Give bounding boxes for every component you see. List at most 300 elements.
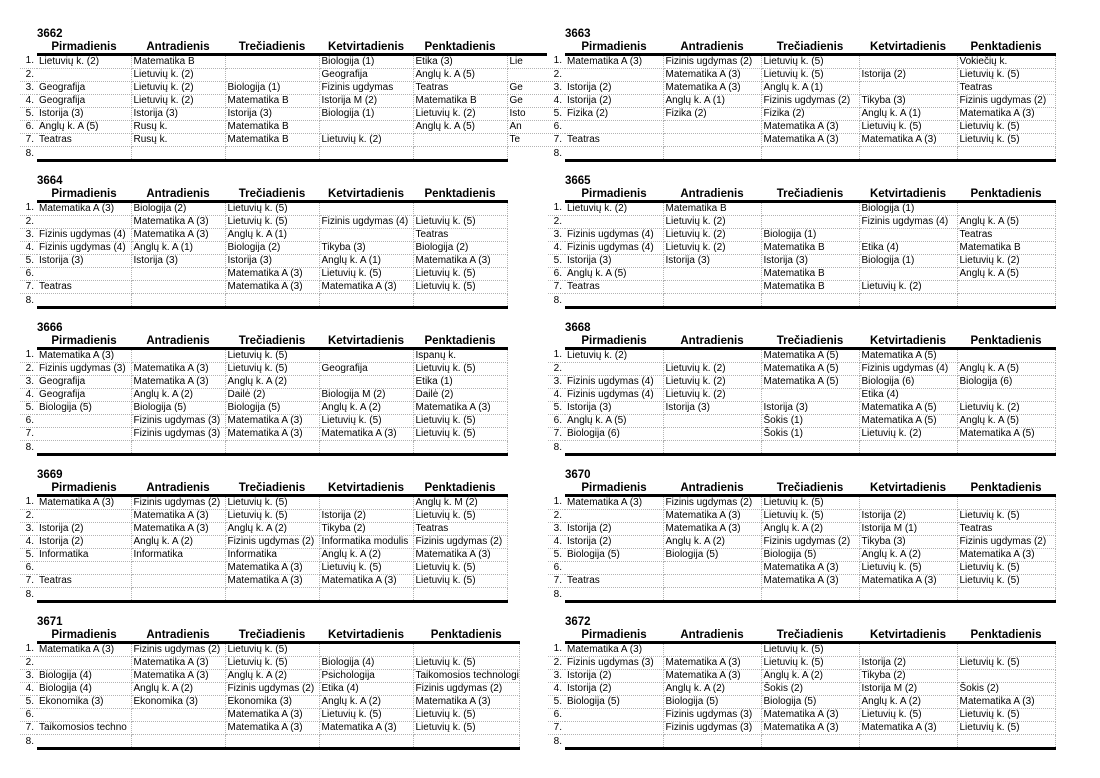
day-header: Pirmadienis <box>565 335 663 349</box>
lesson-cell: Biologija (1) <box>319 55 413 69</box>
lesson-cell: Lietuvių k. (5) <box>225 202 319 216</box>
lesson-cell <box>37 588 131 602</box>
lesson-cell: Lietuvių k. (5) <box>859 562 957 575</box>
lesson-cell: Lietuvių k. (5) <box>957 575 1055 588</box>
lesson-cell <box>319 294 413 308</box>
lesson-cell: Biologija (1) <box>859 202 957 216</box>
lesson-cell: Anglų k. A (2) <box>859 696 957 709</box>
lesson-cell: Ekonomika (3) <box>131 696 225 709</box>
lesson-cell: Matematika A (3) <box>131 363 225 376</box>
lesson-cell: Matematika B <box>225 121 319 134</box>
row-number: 8. <box>25 294 34 306</box>
row-number: 8. <box>553 735 562 747</box>
lesson-cell: Istorija (2) <box>565 536 663 549</box>
lesson-cell: Fizinis ugdymas (4) <box>859 363 957 376</box>
lesson-cell: Matematika A (3) <box>761 709 859 722</box>
lesson-cell: Fizinis ugdymas (2) <box>413 536 507 549</box>
timetable-row <box>548 363 1055 376</box>
lesson-cell <box>225 69 319 82</box>
lesson-cell: Teatras <box>565 575 663 588</box>
day-header: Pirmadienis <box>37 335 131 349</box>
lesson-cell: Biologija (4) <box>37 683 131 696</box>
lesson-cell: Taikomosios technologi <box>413 670 519 683</box>
lesson-cell: Fizika (2) <box>663 108 761 121</box>
lesson-cell: Istorija (2) <box>859 69 957 82</box>
lesson-cell: Lietuvių k. (5) <box>761 657 859 670</box>
timetable <box>20 482 508 603</box>
timetable-row <box>20 683 519 696</box>
row-number: 4. <box>20 242 37 255</box>
clipped-lesson-fragment <box>507 69 547 82</box>
class-number: 3664 <box>37 175 63 187</box>
timetable-row <box>548 82 1055 95</box>
lesson-cell: Lietuvių k. (5) <box>225 363 319 376</box>
day-header: Penktadienis <box>957 41 1055 55</box>
lesson-cell: Fizinis ugdymas (2) <box>663 496 761 510</box>
day-header: Ketvirtadienis <box>859 188 957 202</box>
row-number: 4. <box>20 683 37 696</box>
lesson-cell: Matematika A (5) <box>859 415 957 428</box>
row-number: 7. <box>20 134 37 147</box>
row-number: 6. <box>20 709 37 722</box>
lesson-cell: Fizinis ugdymas (3) <box>663 722 761 735</box>
lesson-cell: Biologija (5) <box>565 696 663 709</box>
lesson-cell: Lietuvių k. (5) <box>761 510 859 523</box>
timetable-row <box>548 670 1055 683</box>
lesson-cell: Fizinis ugdymas (2) <box>957 536 1055 549</box>
row-number: 4. <box>20 389 37 402</box>
lesson-cell <box>413 735 519 749</box>
timetable-row <box>548 69 1055 82</box>
row-number: 6. <box>548 709 565 722</box>
day-header: Trečiadienis <box>225 188 319 202</box>
lesson-cell: Anglų k. A (5) <box>957 268 1055 281</box>
row-number-gutter <box>548 335 565 349</box>
lesson-cell: Matematika A (3) <box>663 670 761 683</box>
timetable-row <box>20 121 547 134</box>
lesson-cell: Psichologija <box>319 670 413 683</box>
day-header: Trečiadienis <box>761 188 859 202</box>
timetable-row <box>20 523 507 536</box>
lesson-cell <box>663 441 761 455</box>
lesson-cell <box>319 376 413 389</box>
row-number-gutter <box>20 482 37 496</box>
timetable-row <box>20 268 507 281</box>
lesson-cell: Matematika A (3) <box>37 643 131 657</box>
lesson-cell <box>131 349 225 363</box>
lesson-cell: Teatras <box>565 281 663 294</box>
lesson-cell: Lietuvių k. (2) <box>859 281 957 294</box>
lesson-cell <box>663 562 761 575</box>
lesson-cell: Lietuvių k. (5) <box>319 709 413 722</box>
row-number: 1. <box>20 202 37 216</box>
lesson-cell: Matematika A (3) <box>37 349 131 363</box>
row-number: 7. <box>548 575 565 588</box>
lesson-cell: Biologija (5) <box>663 549 761 562</box>
clipped-lesson-fragment: An <box>507 121 547 134</box>
timetable-row <box>20 549 507 562</box>
lesson-cell: Etika (3) <box>413 55 507 69</box>
row-number: 2. <box>20 216 37 229</box>
timetable <box>548 482 1056 603</box>
timetable-row <box>548 510 1055 523</box>
lesson-cell: Lietuvių k. (5) <box>761 69 859 82</box>
timetable-row <box>20 735 519 749</box>
lesson-cell: Anglų k. A (2) <box>859 549 957 562</box>
lesson-cell <box>957 389 1055 402</box>
lesson-cell: Lietuvių k. (2) <box>413 108 507 121</box>
timetable-row <box>548 496 1055 510</box>
row-number: 1. <box>20 349 37 363</box>
timetable-row <box>548 643 1055 657</box>
lesson-cell: Fizinis ugdymas (2) <box>131 643 225 657</box>
lesson-cell: Anglų k. A (2) <box>663 536 761 549</box>
lesson-cell <box>957 202 1055 216</box>
lesson-cell: Matematika A (3) <box>37 202 131 216</box>
lesson-cell <box>859 496 957 510</box>
lesson-cell <box>413 588 507 602</box>
lesson-cell: Istorija (3) <box>663 255 761 268</box>
lesson-cell: Istorija (2) <box>565 683 663 696</box>
lesson-cell <box>413 147 507 161</box>
lesson-cell <box>319 229 413 242</box>
lesson-cell: Matematika A (3) <box>37 496 131 510</box>
row-number: 7. <box>548 428 565 441</box>
lesson-cell: Lietuvių k. (2) <box>37 55 131 69</box>
timetable-row <box>548 95 1055 108</box>
day-header: Antradienis <box>131 335 225 349</box>
clipped-lesson-fragment: Ge <box>507 95 547 108</box>
row-number: 3. <box>548 82 565 95</box>
lesson-cell: Biologija (2) <box>413 242 507 255</box>
lesson-cell: Teatras <box>957 523 1055 536</box>
lesson-cell: Lietuvių k. (2) <box>663 363 761 376</box>
lesson-cell: Biologija M (2) <box>319 389 413 402</box>
class-number: 3666 <box>37 322 63 334</box>
timetable-row <box>548 242 1055 255</box>
lesson-cell <box>131 709 225 722</box>
lesson-cell: Lietuvių k. (5) <box>957 134 1055 147</box>
day-header: Penktadienis <box>413 188 507 202</box>
timetable-row <box>20 510 507 523</box>
lesson-cell: Matematika A (3) <box>131 657 225 670</box>
lesson-cell: Anglų k. M (2) <box>413 496 507 510</box>
timetable-row <box>20 575 507 588</box>
lesson-cell: Istorija (3) <box>131 255 225 268</box>
lesson-cell: Biologija (6) <box>957 376 1055 389</box>
lesson-cell: Anglų k. A (2) <box>131 389 225 402</box>
class-number: 3672 <box>565 616 591 628</box>
row-number: 3. <box>20 523 37 536</box>
lesson-cell <box>131 281 225 294</box>
lesson-cell: Matematika A (5) <box>761 376 859 389</box>
lesson-cell: Istorija (3) <box>225 255 319 268</box>
day-header: Ketvirtadienis <box>859 41 957 55</box>
lesson-cell: Biologija (1) <box>225 82 319 95</box>
lesson-cell <box>319 147 413 161</box>
lesson-cell: Fizinis ugdymas (2) <box>761 536 859 549</box>
class-number: 3671 <box>37 616 63 628</box>
row-number: 6. <box>20 415 37 428</box>
lesson-cell <box>319 643 413 657</box>
timetable-row <box>548 147 1055 161</box>
day-header: Penktadienis <box>413 482 507 496</box>
lesson-cell: Fizinis ugdymas (4) <box>37 242 131 255</box>
lesson-cell: Taikomosios techno <box>37 722 131 735</box>
lesson-cell: Biologija (2) <box>225 242 319 255</box>
timetable-row <box>20 69 547 82</box>
row-number-gutter <box>20 335 37 349</box>
row-number: 5. <box>20 402 37 415</box>
timetable-row <box>20 82 547 95</box>
lesson-cell: Lietuvių k. (5) <box>957 121 1055 134</box>
timetable-row <box>20 643 519 657</box>
lesson-cell: Lietuvių k. (5) <box>413 428 507 441</box>
timetable-row <box>548 108 1055 121</box>
timetable-row <box>20 255 507 268</box>
lesson-cell: Matematika A (3) <box>565 55 663 69</box>
day-header: Penktadienis <box>957 482 1055 496</box>
day-header: Ketvirtadienis <box>859 335 957 349</box>
lesson-cell: Tikyba (3) <box>859 536 957 549</box>
timetable-row <box>548 549 1055 562</box>
row-number: 3. <box>20 229 37 242</box>
lesson-cell: Matematika A (5) <box>859 349 957 363</box>
lesson-cell: Lietuvių k. (2) <box>663 389 761 402</box>
day-header: Trečiadienis <box>761 335 859 349</box>
lesson-cell <box>859 147 957 161</box>
lesson-cell <box>663 281 761 294</box>
lesson-cell: Anglų k. A (1) <box>663 95 761 108</box>
lesson-cell: Anglų k. A (5) <box>565 415 663 428</box>
lesson-cell <box>565 69 663 82</box>
schedule-block <box>20 174 548 321</box>
lesson-cell <box>859 229 957 242</box>
lesson-cell: Istorija M (2) <box>319 95 413 108</box>
lesson-cell: Biologija (4) <box>319 657 413 670</box>
lesson-cell <box>565 588 663 602</box>
lesson-cell: Matematika A (3) <box>957 108 1055 121</box>
row-number: 2. <box>548 363 565 376</box>
lesson-cell: Lietuvių k. (2) <box>663 229 761 242</box>
lesson-cell <box>663 588 761 602</box>
lesson-cell: Šokis (2) <box>761 683 859 696</box>
lesson-cell: Matematika A (5) <box>957 428 1055 441</box>
lesson-cell: Dailė (2) <box>225 389 319 402</box>
day-header: Pirmadienis <box>565 629 663 643</box>
lesson-cell: Ispanų k. <box>413 349 507 363</box>
lesson-cell: Lietuvių k. (5) <box>957 562 1055 575</box>
row-number: 6. <box>548 268 565 281</box>
timetable-row <box>20 242 507 255</box>
lesson-cell: Biologija (5) <box>131 402 225 415</box>
lesson-cell <box>565 510 663 523</box>
lesson-cell <box>565 441 663 455</box>
lesson-cell: Tikyba (2) <box>319 523 413 536</box>
lesson-cell: Dailė (2) <box>413 389 507 402</box>
lesson-cell: Lietuvių k. (5) <box>413 657 519 670</box>
lesson-cell: Matematika A (3) <box>413 402 507 415</box>
lesson-cell: Anglų k. A (2) <box>131 683 225 696</box>
lesson-cell: Lietuvių k. (5) <box>413 281 507 294</box>
row-number: 2. <box>20 510 37 523</box>
lesson-cell <box>663 294 761 308</box>
lesson-cell: Anglų k. A (5) <box>413 121 507 134</box>
clipped-column-header <box>507 41 547 55</box>
lesson-cell: Matematika A (3) <box>131 523 225 536</box>
lesson-cell: Biologija (2) <box>131 202 225 216</box>
row-number: 2. <box>548 510 565 523</box>
lesson-cell: Anglų k. A (2) <box>131 536 225 549</box>
lesson-cell: Lietuvių k. (5) <box>413 709 519 722</box>
lesson-cell <box>859 82 957 95</box>
row-number: 1. <box>548 643 565 657</box>
lesson-cell: Lietuvių k. (5) <box>761 496 859 510</box>
lesson-cell: Lietuvių k. (5) <box>761 643 859 657</box>
lesson-cell: Informatika <box>225 549 319 562</box>
row-number: 8. <box>553 147 562 159</box>
timetable-row <box>548 536 1055 549</box>
lesson-cell: Anglų k. A (5) <box>565 268 663 281</box>
lesson-cell: Lietuvių k. (5) <box>225 349 319 363</box>
lesson-cell: Etika (4) <box>319 683 413 696</box>
lesson-cell: Anglų k. A (5) <box>957 363 1055 376</box>
day-header: Ketvirtadienis <box>319 41 413 55</box>
lesson-cell <box>225 441 319 455</box>
row-number: 6. <box>548 415 565 428</box>
row-number-gutter <box>20 188 37 202</box>
lesson-cell: Lietuvių k. (5) <box>413 510 507 523</box>
lesson-cell <box>957 294 1055 308</box>
row-number: 5. <box>20 108 37 121</box>
lesson-cell <box>131 575 225 588</box>
lesson-cell: Matematika B <box>663 202 761 216</box>
timetable-row <box>548 349 1055 363</box>
timetable-row <box>20 402 507 415</box>
lesson-cell <box>761 735 859 749</box>
day-header: Pirmadienis <box>565 188 663 202</box>
lesson-cell: Anglų k. A (2) <box>761 523 859 536</box>
lesson-cell: Fizinis ugdymas (3) <box>663 709 761 722</box>
lesson-cell: Teatras <box>37 134 131 147</box>
lesson-cell <box>663 428 761 441</box>
clipped-lesson-fragment: Isto <box>507 108 547 121</box>
lesson-cell <box>663 268 761 281</box>
timetable-row <box>20 536 507 549</box>
lesson-cell: Lietuvių k. (5) <box>413 363 507 376</box>
row-number: 2. <box>20 363 37 376</box>
lesson-cell: Matematika A (3) <box>761 121 859 134</box>
row-number: 7. <box>20 575 37 588</box>
lesson-cell <box>663 121 761 134</box>
lesson-cell <box>413 441 507 455</box>
schedule-block <box>20 321 548 468</box>
lesson-cell: Matematika B <box>225 95 319 108</box>
day-header: Antradienis <box>131 41 225 55</box>
lesson-cell: Lietuvių k. (5) <box>957 722 1055 735</box>
lesson-cell: Teatras <box>957 229 1055 242</box>
lesson-cell: Lietuvių k. (5) <box>319 268 413 281</box>
timetable-row <box>20 95 547 108</box>
row-number: 6. <box>20 562 37 575</box>
lesson-cell: Istorija (3) <box>565 402 663 415</box>
lesson-cell: Fizinis ugdymas (4) <box>565 376 663 389</box>
timetable <box>548 188 1056 309</box>
row-number: 6. <box>548 562 565 575</box>
lesson-cell: Tikyba (3) <box>859 95 957 108</box>
lesson-cell: Matematika A (3) <box>761 562 859 575</box>
row-number: 3. <box>20 82 37 95</box>
day-header: Penktadienis <box>413 629 519 643</box>
timetable-row <box>20 709 519 722</box>
lesson-cell: Rusų k. <box>131 121 225 134</box>
row-number: 8. <box>25 441 34 453</box>
timetable <box>20 188 508 309</box>
lesson-cell <box>225 294 319 308</box>
day-header: Ketvirtadienis <box>859 482 957 496</box>
row-number: 5. <box>20 696 37 709</box>
timetable-row <box>548 588 1055 602</box>
row-number-gutter <box>20 41 37 55</box>
row-number: 3. <box>548 670 565 683</box>
class-number: 3669 <box>37 469 63 481</box>
row-number-gutter <box>548 482 565 496</box>
lesson-cell <box>319 496 413 510</box>
lesson-cell <box>225 55 319 69</box>
lesson-cell: Matematika A (3) <box>225 281 319 294</box>
day-header: Trečiadienis <box>761 482 859 496</box>
lesson-cell <box>859 55 957 69</box>
lesson-cell: Matematika A (3) <box>761 575 859 588</box>
timetable-row <box>20 657 519 670</box>
lesson-cell: Istorija (2) <box>565 95 663 108</box>
lesson-cell <box>957 670 1055 683</box>
timetable-row <box>548 709 1055 722</box>
lesson-cell: Matematika A (3) <box>225 415 319 428</box>
lesson-cell: Lietuvių k. (5) <box>413 722 519 735</box>
lesson-cell: Anglų k. A (5) <box>957 216 1055 229</box>
lesson-cell: Biologija (5) <box>37 402 131 415</box>
lesson-cell: Matematika A (3) <box>225 722 319 735</box>
timetable-row <box>20 55 547 69</box>
day-header: Antradienis <box>663 335 761 349</box>
lesson-cell <box>859 268 957 281</box>
day-header: Antradienis <box>663 41 761 55</box>
schedule-block <box>20 27 548 174</box>
timetable-row <box>20 376 507 389</box>
lesson-cell: Biologija (1) <box>761 229 859 242</box>
lesson-cell <box>37 147 131 161</box>
row-number: 5. <box>548 108 565 121</box>
row-number: 8. <box>553 588 562 600</box>
lesson-cell: Geografija <box>37 95 131 108</box>
row-number: 8. <box>553 294 562 306</box>
timetable-row <box>20 696 519 709</box>
row-number: 8. <box>25 588 34 600</box>
day-header: Ketvirtadienis <box>859 629 957 643</box>
lesson-cell: Vokiečių k. <box>957 55 1055 69</box>
lesson-cell: Lietuvių k. (2) <box>957 402 1055 415</box>
lesson-cell <box>663 415 761 428</box>
lesson-cell: Matematika A (3) <box>663 657 761 670</box>
timetable-row <box>548 202 1055 216</box>
day-header: Trečiadienis <box>225 335 319 349</box>
lesson-cell: Matematika A (3) <box>413 696 519 709</box>
lesson-cell <box>225 588 319 602</box>
schedule-block <box>548 174 1100 321</box>
timetable-row <box>20 441 507 455</box>
lesson-cell: Matematika A (3) <box>565 643 663 657</box>
